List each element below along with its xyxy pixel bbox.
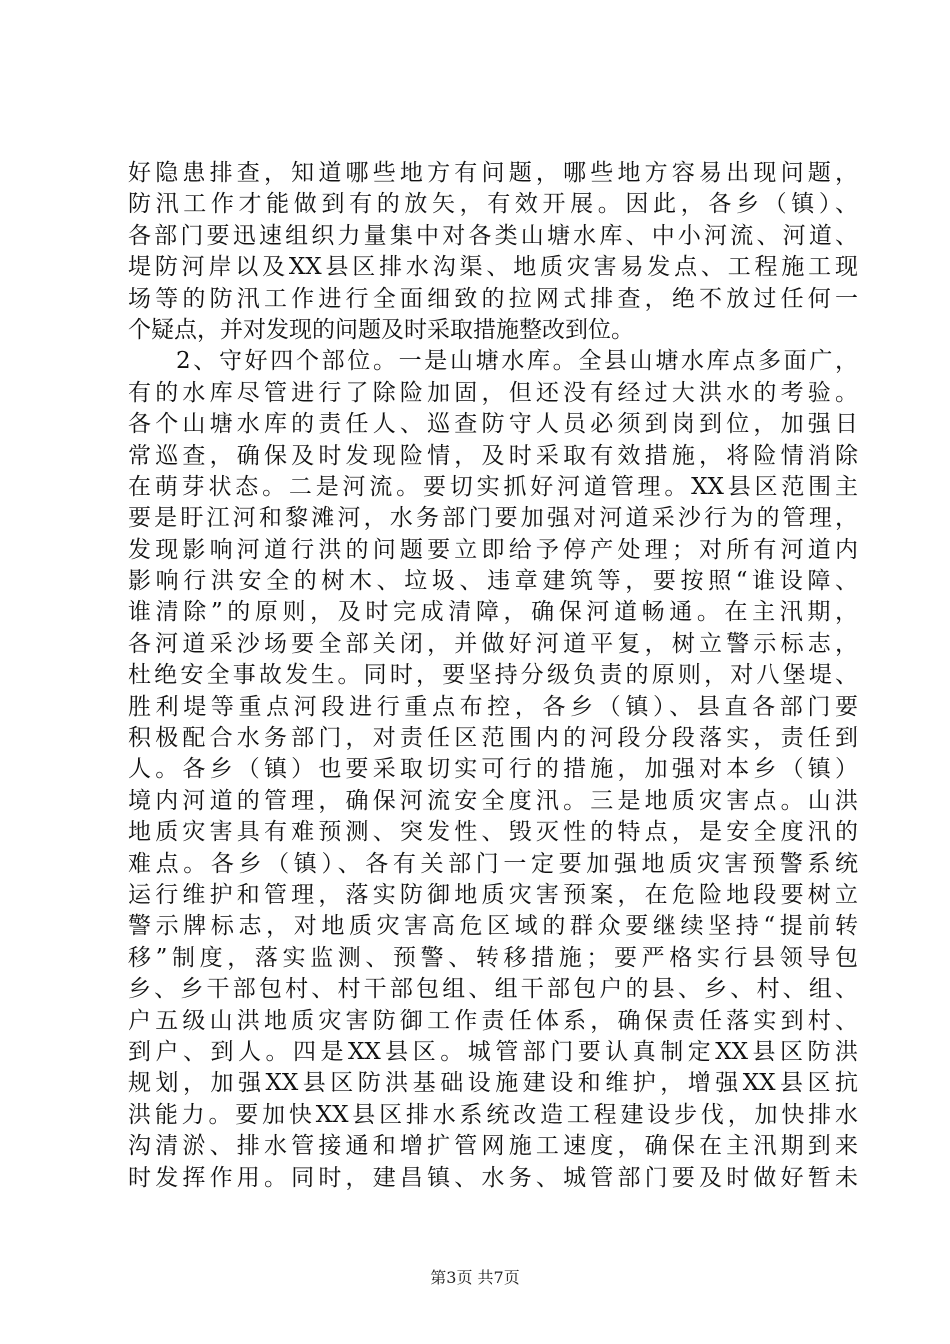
text-line: 境内河道的管理，确保河流安全度汛。三是地质灾害点。山洪 — [128, 787, 858, 814]
text-line: 户五级山洪地质灾害防御工作责任体系，确保责任落实到村、 — [128, 1007, 858, 1034]
text-line: 胜利堤等重点河段进行重点布控，各乡（镇）、县直各部门要 — [128, 693, 858, 720]
text-line: 个疑点，并对发现的问题及时采取措施整改到位。 — [128, 316, 634, 343]
text-line: 发现影响河道行洪的问题要立即给予停产处理；对所有河道内 — [128, 536, 858, 563]
text-line: 警示牌标志，对地质灾害高危区域的群众要继续坚持“提前转 — [128, 913, 858, 940]
page-number-label: 第3页 共7页 — [430, 1268, 520, 1287]
text-line: 沟清淤、排水管接通和增扩管网施工速度，确保在主汛期到来 — [128, 1133, 858, 1160]
text-line: 影响行洪安全的树木、垃圾、违章建筑等，要按照“谁设障、 — [128, 568, 858, 595]
text-line: 要是盱江河和黎滩河，水务部门要加强对河道采沙行为的管理， — [128, 505, 858, 532]
page-footer — [0, 1268, 950, 1288]
body-text — [128, 158, 858, 1194]
text-line: 场等的防汛工作进行全面细致的拉网式排查，绝不放过任何一 — [128, 285, 858, 312]
text-line: 好隐患排查，知道哪些地方有问题，哪些地方容易出现问题， — [128, 160, 858, 186]
text-line: 时发挥作用。同时，建昌镇、水务、城管部门要及时做好暂未 — [128, 1164, 858, 1191]
text-line: 有的水库尽管进行了除险加固，但还没有经过大洪水的考验。 — [128, 379, 858, 406]
text-line: 难点。各乡（镇）、各有关部门一定要加强地质灾害预警系统 — [128, 850, 858, 877]
text-line: 防汛工作才能做到有的放矢，有效开展。因此，各乡（镇）、 — [128, 191, 858, 218]
text-line: 人。各乡（镇）也要采取切实可行的措施，加强对本乡（镇） — [128, 756, 858, 783]
text-line: 积极配合水务部门，对责任区范围内的河段分段落实，责任到 — [128, 725, 858, 752]
text-line: 地质灾害具有难预测、突发性、毁灭性的特点，是安全度汛的 — [128, 819, 858, 846]
text-line: 常巡查，确保及时发现险情，及时采取有效措施，将险情消除 — [128, 442, 858, 469]
text-line: 在萌芽状态。二是河流。要切实抓好河道管理。XX县区范围主 — [128, 473, 858, 500]
text-line: 各部门要迅速组织力量集中对各类山塘水库、中小河流、河道、 — [128, 222, 858, 249]
text-line: 运行维护和管理，落实防御地质灾害预案，在危险地段要树立 — [128, 881, 858, 908]
paragraph-start-line: 2、守好四个部位。一是山塘水库。全县山塘水库点多面广， — [176, 348, 858, 375]
text-line: 谁清除”的原则，及时完成清障，确保河道畅通。在主汛期， — [128, 599, 858, 626]
text-line: 各河道采沙场要全部关闭，并做好河道平复，树立警示标志， — [128, 630, 858, 657]
text-line: 堤防河岸以及XX县区排水沟渠、地质灾害易发点、工程施工现 — [128, 254, 858, 281]
text-line: 洪能力。要加快XX县区排水系统改造工程建设步伐，加快排水 — [128, 1101, 858, 1128]
text-line: 规划，加强XX县区防洪基础设施建设和维护，增强XX县区抗 — [128, 1070, 858, 1097]
text-line: 乡、乡干部包村、村干部包组、组干部包户的县、乡、村、组、 — [128, 976, 858, 1003]
text-line: 杜绝安全事故发生。同时，要坚持分级负责的原则，对八堡堤、 — [128, 662, 858, 689]
text-line: 到户、到人。四是XX县区。城管部门要认真制定XX县区防洪 — [128, 1038, 858, 1065]
text-line: 各个山塘水库的责任人、巡查防守人员必须到岗到位，加强日 — [128, 411, 858, 438]
text-line: 移”制度，落实监测、预警、转移措施；要严格实行县领导包 — [128, 944, 858, 971]
